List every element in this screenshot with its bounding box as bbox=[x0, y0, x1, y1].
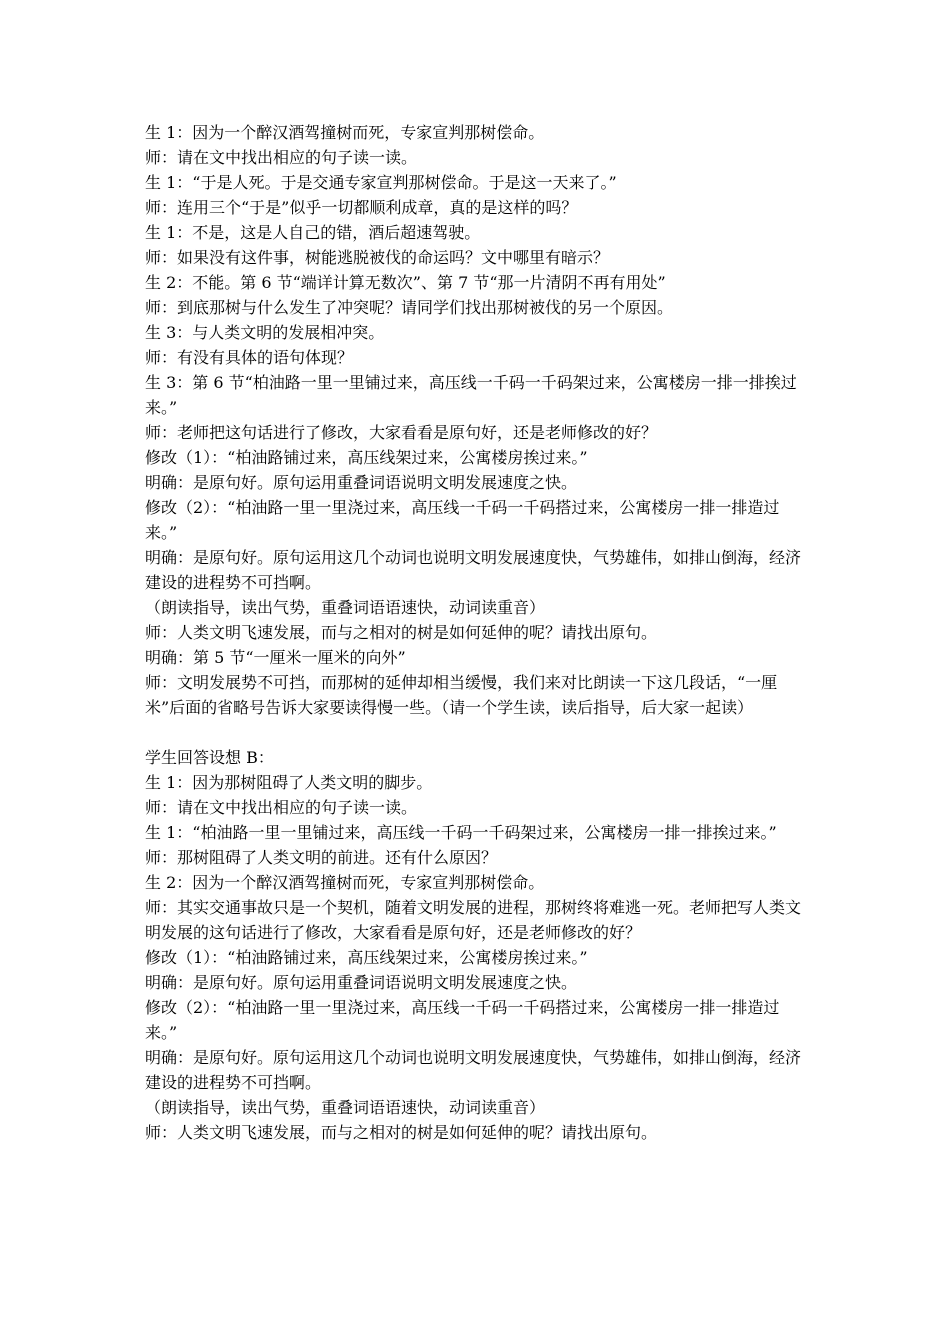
dialogue-line: 生 2：因为一个醉汉酒驾撞树而死，专家宣判那树偿命。 bbox=[145, 873, 545, 892]
dialogue-line: 生 1：“于是人死。于是交通专家宣判那树偿命。于是这一天来了。” bbox=[145, 173, 617, 192]
dialogue-line: 师：请在文中找出相应的句子读一读。 bbox=[145, 798, 418, 817]
dialogue-line: 修改（2）：“柏油路一里一里浇过来，高压线一千码一千码搭过来，公寓楼房一排一排造过来。” bbox=[145, 498, 780, 542]
dialogue-line: 生 3：与人类文明的发展相冲突。 bbox=[145, 323, 385, 342]
dialogue-line: 师：到底那树与什么发生了冲突呢？请同学们找出那树被伐的另一个原因。 bbox=[145, 298, 674, 317]
dialogue-line: 明确：是原句好。原句运用这几个动词也说明文明发展速度快，气势雄伟，如排山倒海，经济建设的进程势不可挡啊。 bbox=[145, 548, 802, 592]
dialogue-line: （朗读指导，读出气势，重叠词语语速快，动词读重音） bbox=[145, 598, 546, 617]
dialogue-line: 修改（2）：“柏油路一里一里浇过来，高压线一千码一千码搭过来，公寓楼房一排一排造过来。” bbox=[145, 998, 780, 1042]
dialogue-line: 师：人类文明飞速发展，而与之相对的树是如何延伸的呢？请找出原句。 bbox=[145, 1123, 658, 1142]
document-body bbox=[145, 120, 810, 1145]
dialogue-line: 师：文明发展势不可挡，而那树的延伸却相当缓慢，我们来对比朗读一下这几段话，“一厘米”后面的省略号告诉大家要读得慢一些。（请一个学生读，读后指导，后大家一起读） bbox=[145, 673, 778, 717]
dialogue-line: 师：请在文中找出相应的句子读一读。 bbox=[145, 148, 418, 167]
dialogue-line: 修改（1）：“柏油路铺过来，高压线架过来，公寓楼房挨过来。” bbox=[145, 948, 588, 967]
dialogue-line: 生 1：“柏油路一里一里铺过来，高压线一千码一千码架过来，公寓楼房一排一排挨过来。” bbox=[145, 823, 777, 842]
dialogue-line: 修改（1）：“柏油路铺过来，高压线架过来，公寓楼房挨过来。” bbox=[145, 448, 588, 467]
dialogue-line: 师：连用三个“于是”似乎一切都顺利成章，真的是这样的吗？ bbox=[145, 198, 578, 217]
dialogue-line: 师：那树阻碍了人类文明的前进。还有什么原因？ bbox=[145, 848, 498, 867]
dialogue-line: 师：人类文明飞速发展，而与之相对的树是如何延伸的呢？请找出原句。 bbox=[145, 623, 658, 642]
dialogue-line: 生 1：不是，这是人自己的错，酒后超速驾驶。 bbox=[145, 223, 481, 242]
dialogue-line: 明确：是原句好。原句运用重叠词语说明文明发展速度之快。 bbox=[145, 473, 578, 492]
dialogue-line: 明确：是原句好。原句运用重叠词语说明文明发展速度之快。 bbox=[145, 973, 578, 992]
blank-line bbox=[145, 720, 810, 745]
dialogue-line: （朗读指导，读出气势，重叠词语语速快，动词读重音） bbox=[145, 1098, 546, 1117]
dialogue-line: 明确：第 5 节“一厘米一厘米的向外” bbox=[145, 648, 406, 667]
section-heading: 学生回答设想 B： bbox=[145, 748, 274, 767]
dialogue-line: 明确：是原句好。原句运用这几个动词也说明文明发展速度快，气势雄伟，如排山倒海，经济建设的进程势不可挡啊。 bbox=[145, 1048, 802, 1092]
dialogue-line: 生 1：因为一个醉汉酒驾撞树而死，专家宣判那树偿命。 bbox=[145, 123, 545, 142]
dialogue-line: 师：其实交通事故只是一个契机，随着文明发展的进程，那树终将难逃一死。老师把写人类文明发展的这句话进行了修改，大家看看是原句好，还是老师修改的好？ bbox=[145, 898, 802, 942]
dialogue-line: 师：老师把这句话进行了修改，大家看看是原句好，还是老师修改的好？ bbox=[145, 423, 658, 442]
dialogue-line: 生 1：因为那树阻碍了人类文明的脚步。 bbox=[145, 773, 433, 792]
dialogue-line: 师：如果没有这件事，树能逃脱被伐的命运吗？文中哪里有暗示？ bbox=[145, 248, 610, 267]
dialogue-line: 生 3：第 6 节“柏油路一里一里铺过来，高压线一千码一千码架过来，公寓楼房一排一排挨过来。” bbox=[145, 373, 797, 417]
dialogue-line: 生 2：不能。第 6 节“端详计算无数次”、第 7 节“那一片清阴不再有用处” bbox=[145, 273, 666, 292]
dialogue-line: 师：有没有具体的语句体现？ bbox=[145, 348, 354, 367]
